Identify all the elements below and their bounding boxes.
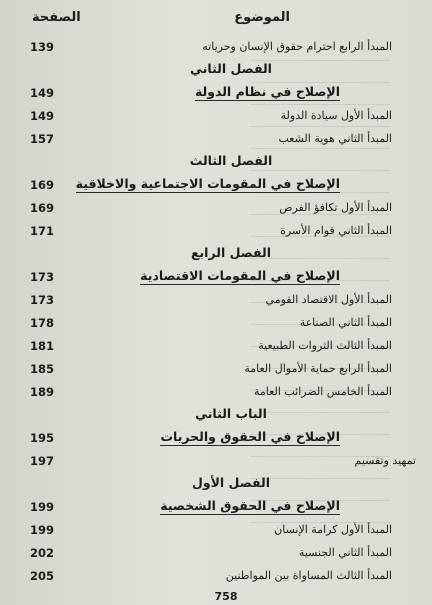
entry-title: المبدأ الأول الاقتصاد القومي <box>265 293 392 306</box>
entry-title: المبدأ الثاني قوام الأسرة <box>280 224 392 237</box>
chapter-heading <box>0 59 432 81</box>
toc-entry[interactable] <box>0 128 432 151</box>
entry-page-number: 169 <box>30 178 55 192</box>
entry-title: تمهيد وتقسيم <box>354 454 416 467</box>
toc-list <box>0 36 432 588</box>
entry-title: المبدأ الرابع احترام حقوق الإنسان وحرياته <box>202 40 392 53</box>
entry-title: المبدأ الخامس الضرائب العامة <box>254 385 392 398</box>
entry-title: المبدأ الثاني هوية الشعب <box>278 132 392 145</box>
toc-entry[interactable] <box>0 565 432 588</box>
entry-title: المبدأ الثالث الثروات الطبيعية <box>258 339 392 352</box>
column-heading-topic: الموضوع <box>234 10 290 25</box>
entry-title: المبدأ الثاني الجنسية <box>298 546 392 559</box>
entry-page-number: 202 <box>30 546 55 560</box>
entry-page-number: 173 <box>30 270 55 284</box>
toc-entry[interactable] <box>0 381 432 404</box>
toc-entry[interactable] <box>0 335 432 358</box>
chapter-label: الفصل الأول <box>191 475 270 490</box>
entry-page-number: 139 <box>30 40 55 54</box>
entry-title: المبدأ الثالث المساواة بين المواطنين <box>225 569 392 582</box>
entry-page-number: 173 <box>30 293 55 307</box>
section-title-row[interactable] <box>0 426 432 450</box>
entry-page-number: 157 <box>30 132 55 146</box>
chapter-label: الفصل الثاني <box>190 61 272 76</box>
toc-entry[interactable] <box>0 197 432 220</box>
toc-entry[interactable] <box>0 36 432 59</box>
chapter-heading <box>0 151 432 173</box>
section-title: الإصلاح في نظام الدولة <box>194 84 340 99</box>
chapter-heading <box>0 243 432 265</box>
section-title: الإصلاح في المقومات الاقتصادية <box>140 268 340 283</box>
entry-title: المبدأ الرابع حماية الأموال العامة <box>244 362 392 375</box>
toc-entry[interactable] <box>0 220 432 243</box>
section-title: الإصلاح في الحقوق والحريات <box>160 429 340 444</box>
entry-page-number: 205 <box>30 569 55 583</box>
chapter-heading <box>0 473 432 495</box>
column-heading-page: الصفحة <box>32 10 81 25</box>
section-title: الإصلاح في المقومات الاجتماعية والاخلاقية <box>75 176 340 191</box>
entry-title: المبدأ الأول تكافؤ الفرص <box>279 201 392 214</box>
entry-page-number: 189 <box>30 385 55 399</box>
section-title-row[interactable] <box>0 265 432 289</box>
entry-page-number: 149 <box>30 109 55 123</box>
entry-page-number: 171 <box>30 224 55 238</box>
entry-title: المبدأ الثاني الصناعة <box>299 316 392 329</box>
entry-title: المبدأ الأول كرامة الإنسان <box>274 523 392 536</box>
section-title-row[interactable] <box>0 495 432 519</box>
toc-entry[interactable] <box>0 450 432 473</box>
entry-page-number: 181 <box>30 339 55 353</box>
toc-entry[interactable] <box>0 519 432 542</box>
entry-page-number: 185 <box>30 362 55 376</box>
chapter-label: الفصل الرابع <box>190 245 272 260</box>
entry-page-number: 199 <box>30 500 55 514</box>
toc-entry[interactable] <box>0 358 432 381</box>
entry-page-number: 178 <box>30 316 55 330</box>
entry-title: المبدأ الأول سيادة الدولة <box>280 109 392 122</box>
entry-page-number: 199 <box>30 523 55 537</box>
section-title-row[interactable] <box>0 173 432 197</box>
toc-entry[interactable] <box>0 312 432 335</box>
toc-entry[interactable] <box>0 289 432 312</box>
section-title: الإصلاح في الحقوق الشخصية <box>160 498 340 513</box>
chapter-label: الفصل الثالث <box>189 153 273 168</box>
chapter-label: الباب الثاني <box>195 406 267 421</box>
toc-entry[interactable] <box>0 542 432 565</box>
toc-entry[interactable] <box>0 105 432 128</box>
section-title-row[interactable] <box>0 81 432 105</box>
entry-page-number: 169 <box>30 201 55 215</box>
toc-header <box>0 10 432 32</box>
entry-page-number: 195 <box>30 431 55 445</box>
entry-page-number: 197 <box>30 454 55 468</box>
chapter-heading <box>0 404 432 426</box>
page-number: 758 <box>214 590 238 603</box>
entry-page-number: 149 <box>30 86 55 100</box>
